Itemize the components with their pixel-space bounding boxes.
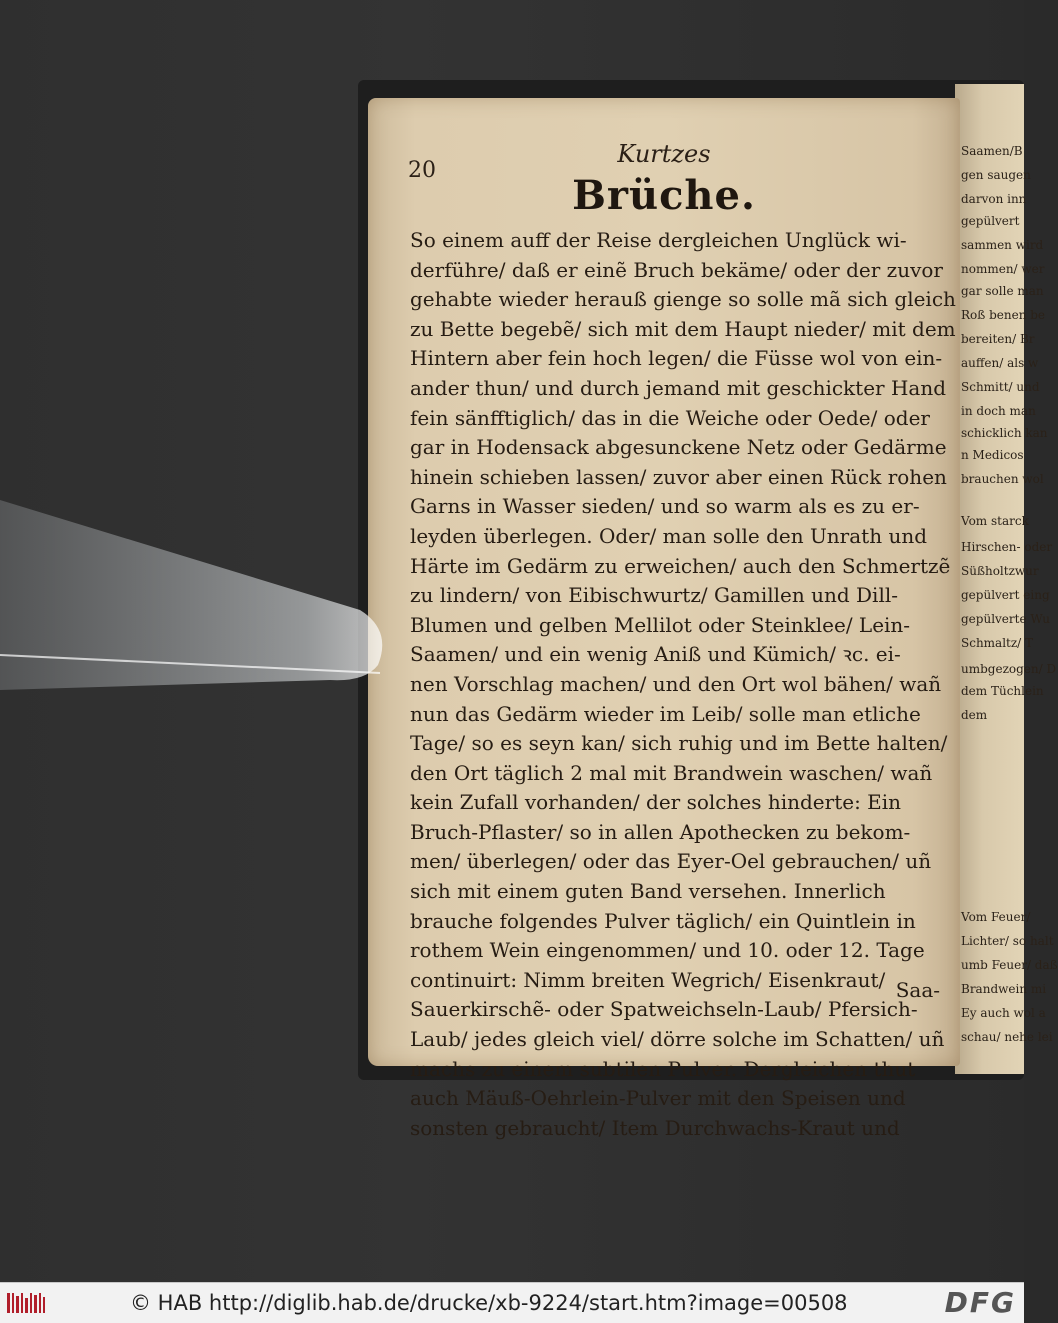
hab-logo-icon bbox=[6, 1290, 46, 1316]
next-page-text-fragment: nommen/ wer bbox=[961, 262, 1045, 276]
next-page-text-fragment: schau/ nehe lei bbox=[961, 1030, 1053, 1044]
next-page-text-fragment: Roß benen be bbox=[961, 308, 1046, 322]
section-title: Brüche. bbox=[572, 172, 756, 219]
next-page-text-fragment: gepülvert eing bbox=[961, 588, 1050, 602]
text-line: ander thun/ und durch jemand mit geschickter Hand bbox=[410, 375, 947, 400]
next-page-text-fragment: bereiten/ Br bbox=[961, 332, 1035, 346]
text-line: So einem auff der Reise dergleichen Unglück wi- bbox=[410, 228, 907, 252]
text-line: leyden überlegen. Oder/ man solle den Unrath und bbox=[410, 523, 928, 548]
body-text bbox=[410, 226, 956, 1143]
next-page-edge bbox=[955, 84, 1058, 1074]
text-line: gehabte wieder herauß gienge so solle mã sich gleich bbox=[410, 287, 956, 312]
next-page-text-fragment: Brandwein mi bbox=[961, 982, 1047, 996]
text-line: nun das Gedärm wieder im Leib/ solle man etliche bbox=[410, 701, 921, 726]
next-page-text-fragment: Hirschen- oder bbox=[961, 540, 1053, 554]
dfg-logo: DFG bbox=[944, 1286, 1016, 1319]
next-page-text-fragment: Vom starck bbox=[961, 514, 1029, 528]
next-page-text-fragment: dem bbox=[961, 708, 988, 722]
next-page-text-fragment: dem Tüchlein bbox=[961, 684, 1044, 698]
text-line: Härte im Gedärm zu erweichen/ auch den Schmertzẽ bbox=[410, 553, 951, 578]
next-page-text-fragment: darvon inn bbox=[961, 192, 1027, 206]
text-line: zu Bette begebẽ/ sich mit dem Haupt nieder/ mit dem bbox=[410, 316, 956, 341]
next-page-text-fragment: gen saugen bbox=[961, 168, 1031, 182]
next-page-text-fragment: sammen wird bbox=[961, 238, 1044, 252]
text-line: kein Zufall vorhanden/ der solches hinderte: Ein bbox=[410, 790, 902, 815]
text-line: brauche folgendes Pulver täglich/ ein Quintlein in bbox=[410, 908, 916, 933]
next-page-text-fragment: umb Feuer/ daß bbox=[961, 958, 1058, 972]
footer-bar bbox=[0, 1282, 1024, 1323]
next-page-text-fragment: Süßholtzwur bbox=[961, 564, 1039, 578]
pointer-body bbox=[0, 500, 382, 690]
text-line: men/ überlegen/ oder das Eyer-Oel gebrauchen/ uñ bbox=[410, 849, 932, 874]
text-line: derführe/ daß er einẽ Bruch bekäme/ oder der zuvor bbox=[410, 257, 943, 282]
next-page-text-fragment: Schmitt/ und bbox=[961, 380, 1040, 394]
text-line: den Ort täglich 2 mal mit Brandwein waschen/ wañ bbox=[410, 760, 933, 785]
text-line: Sauerkirschẽ- oder Spatweichseln-Laub/ Pfersich- bbox=[410, 997, 918, 1022]
text-line: nen Vorschlag machen/ und den Ort wol bähen/ wañ bbox=[410, 671, 942, 696]
text-line: machs zu einem subtilen Pulver. Dergleichen thut bbox=[410, 1056, 916, 1081]
next-page-text-fragment: auffen/ als w bbox=[961, 356, 1039, 370]
text-line: sonsten gebraucht/ Item Durchwachs-Kraut und bbox=[410, 1115, 900, 1140]
next-page-text-fragment: gepülverte Wu bbox=[961, 612, 1050, 626]
next-page-text-fragment: in doch man bbox=[961, 404, 1036, 418]
book-page bbox=[368, 98, 960, 1140]
text-line: continuirt: Nimm breiten Wegrich/ Eisenkraut/ bbox=[410, 967, 886, 992]
glass-pointer bbox=[0, 460, 400, 720]
running-head: Kurtzes bbox=[617, 140, 711, 168]
text-line: Blumen und gelben Mellilot oder Steinklee/ Lein- bbox=[410, 612, 911, 637]
next-page-text-fragment: gar solle man bbox=[961, 284, 1044, 298]
text-line: zu lindern/ von Eibischwurtz/ Gamillen und Dill- bbox=[410, 583, 899, 608]
next-page-text-fragment: umbgezogen/ D bbox=[961, 662, 1057, 676]
text-line: Laub/ jedes gleich viel/ dörre solche im Schatten/ uñ bbox=[410, 1027, 945, 1052]
text-line: rothem Wein eingenommen/ und 10. oder 12. Tage bbox=[410, 938, 925, 963]
text-line: Hintern aber fein hoch legen/ die Füsse wol von ein- bbox=[410, 346, 943, 371]
page-number: 20 bbox=[408, 158, 436, 183]
text-line: hinein schieben lassen/ zuvor aber einen Rück rohen bbox=[410, 464, 947, 489]
next-page-text-fragment: gepülvert bbox=[961, 214, 1020, 228]
text-line: auch Mäuß-Oehrlein-Pulver mit den Speisen und bbox=[410, 1086, 906, 1111]
text-line: Saamen/ und ein wenig Aniß und Kümich/ ꝛc. ei- bbox=[410, 642, 901, 667]
text-line: gar in Hodensack abgesunckene Netz oder Gedärme bbox=[410, 435, 947, 460]
next-page-text-fragment: Schmaltz/ T bbox=[961, 636, 1034, 650]
next-page-text-fragment: Saamen/B bbox=[961, 144, 1023, 158]
text-line: Bruch-Pflaster/ so in allen Apothecken zu bekom- bbox=[410, 819, 911, 844]
text-line: fein sänfftiglich/ das in die Weiche oder Oede/ oder bbox=[410, 405, 930, 430]
next-page-text-fragment: Vom Feuer/ bbox=[961, 910, 1031, 924]
text-line: sich mit einem guten Band versehen. Innerlich bbox=[410, 879, 886, 904]
next-page-text-fragment: n Medicos bbox=[961, 448, 1024, 462]
next-page-text-fragment: schicklich kan bbox=[961, 426, 1048, 440]
text-line: Tage/ so es seyn kan/ sich ruhig und im Bette halten/ bbox=[410, 731, 948, 756]
next-page-text-fragment: Lichter/ so halt bbox=[961, 934, 1054, 948]
text-line: Garns in Wasser sieden/ und so warm als es zu er- bbox=[410, 494, 920, 519]
next-page-text-fragment: Ey auch wol a bbox=[961, 1006, 1046, 1020]
catchword: Saa- bbox=[895, 978, 940, 1002]
footer-copyright-url[interactable]: © HAB http://diglib.hab.de/drucke/xb-9224/start.htm?image=00508 bbox=[130, 1291, 848, 1315]
next-page-text-fragment: brauchen wol bbox=[961, 472, 1044, 486]
